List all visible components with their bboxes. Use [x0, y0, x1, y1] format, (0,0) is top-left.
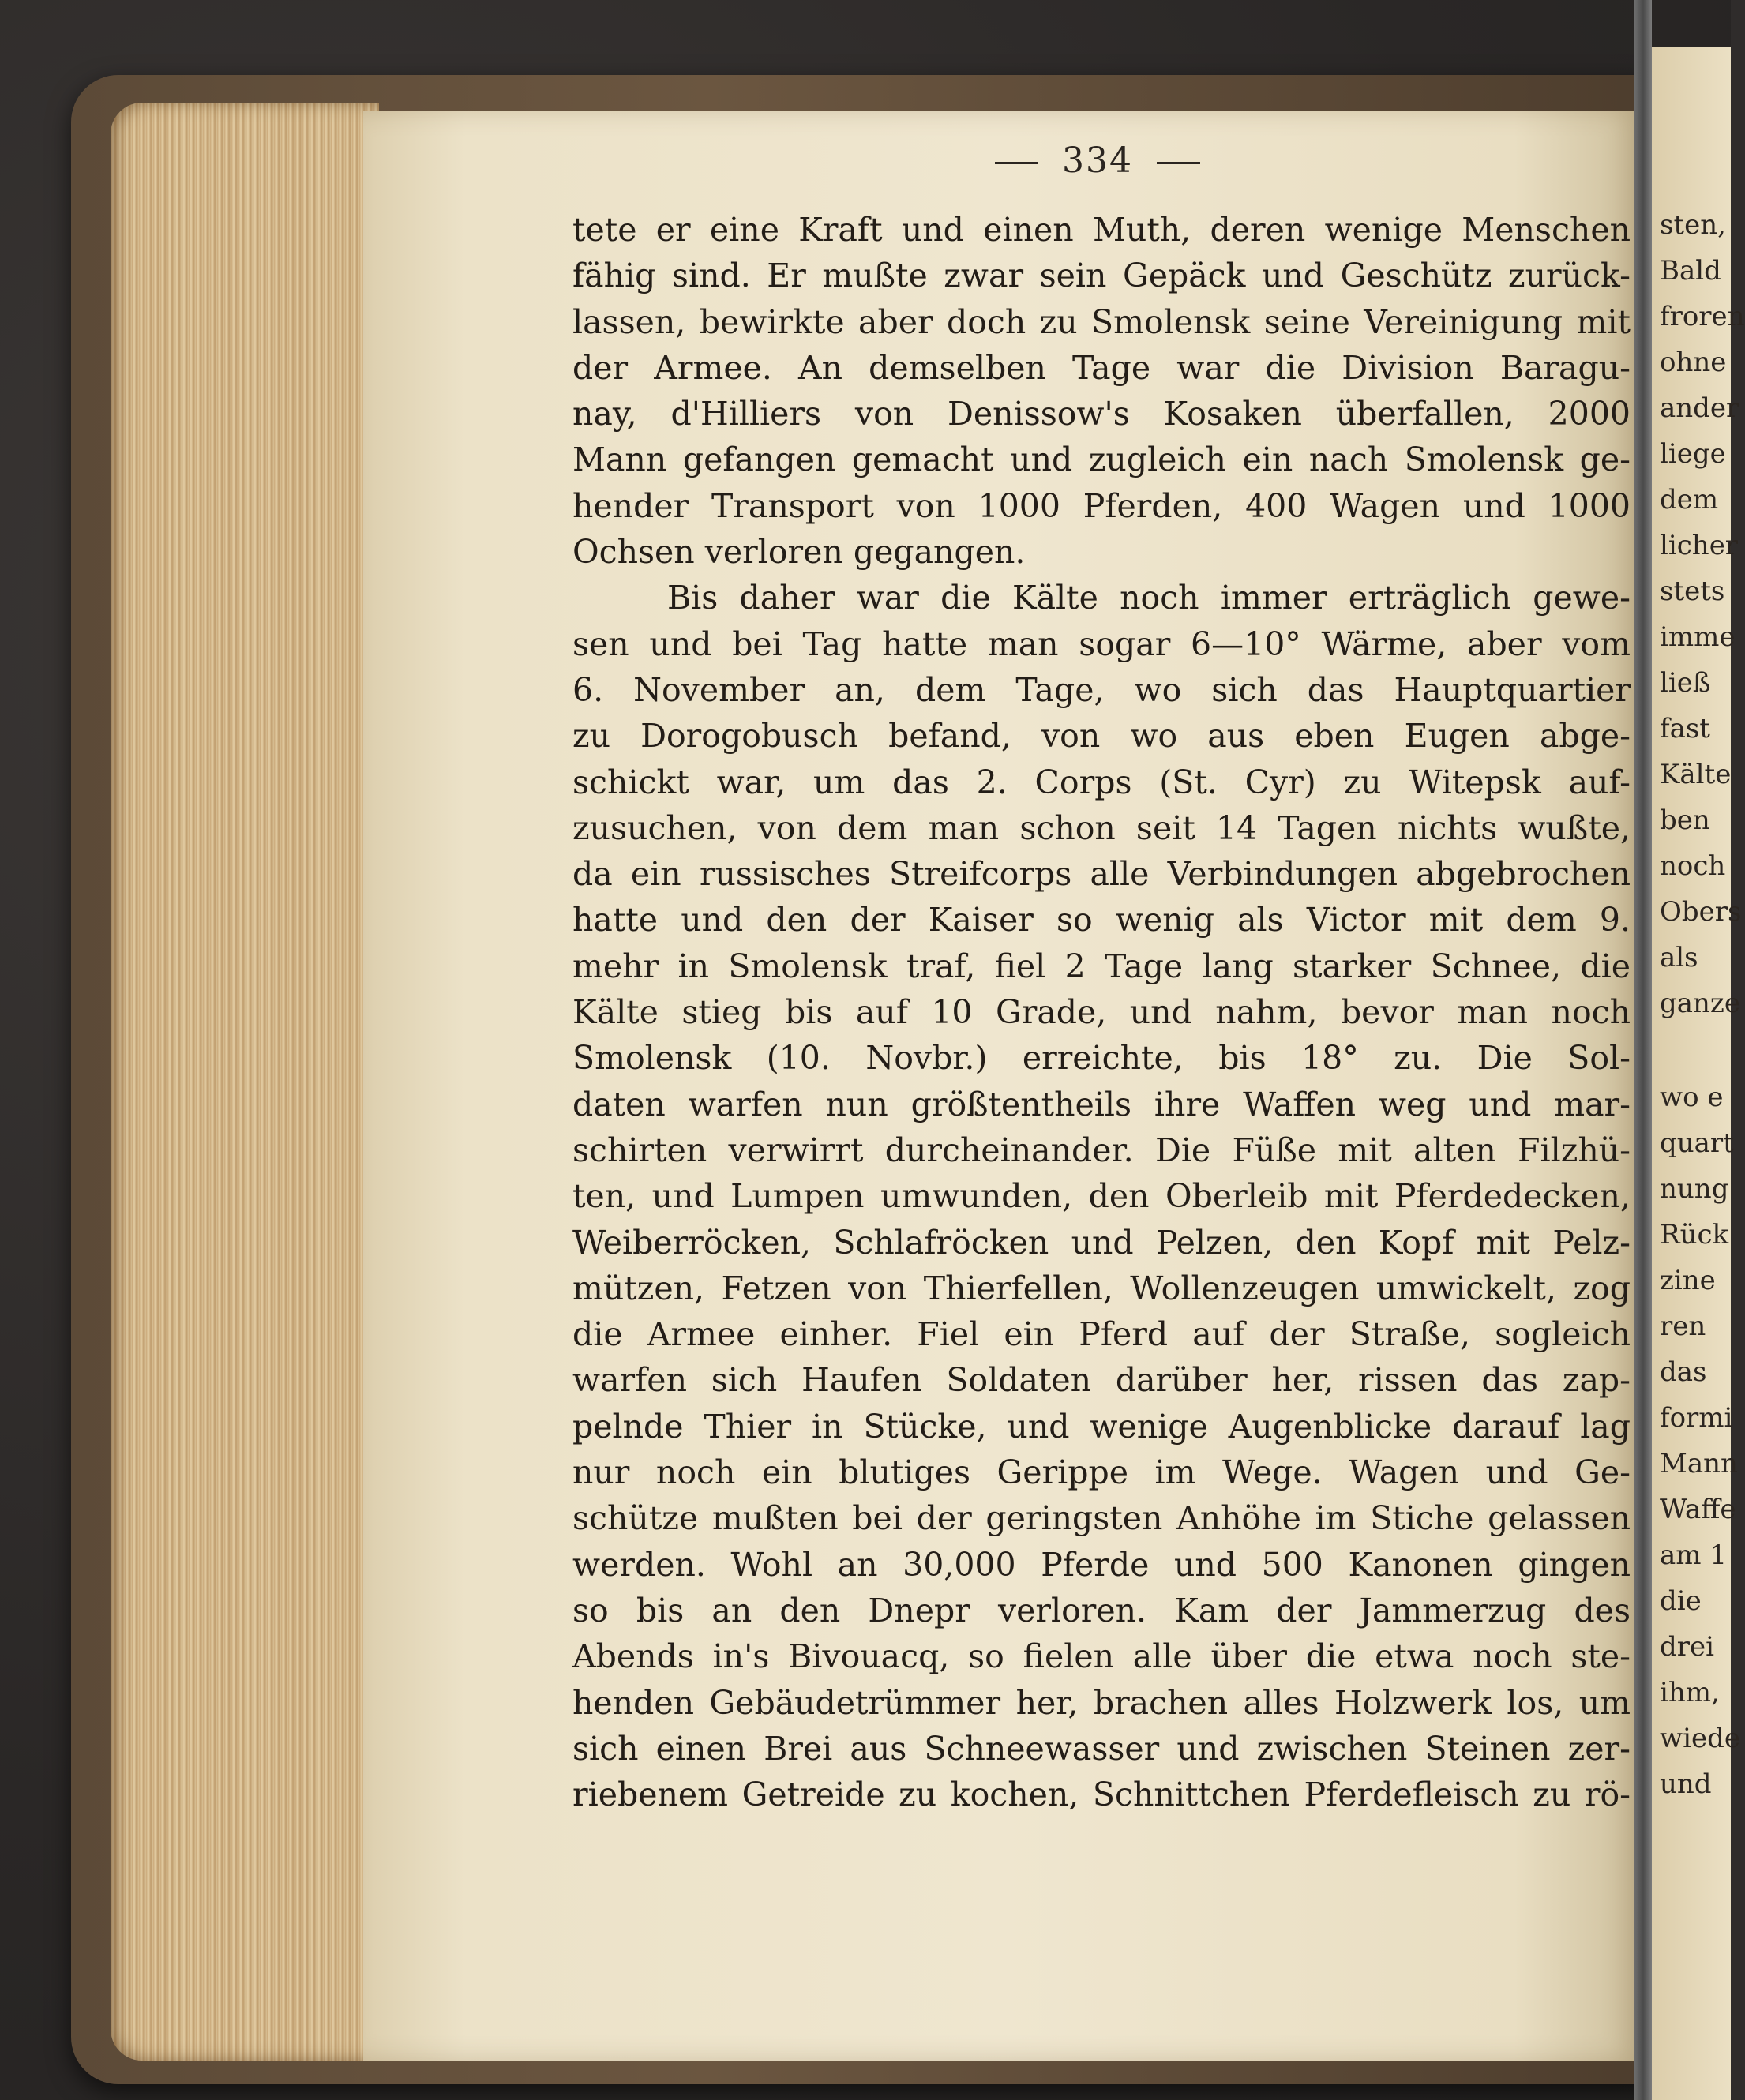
text-line: mehr in Smolensk traf, fiel 2 Tage lang starker Schnee, die: [572, 947, 1631, 985]
text-line: da ein russisches Streifcorps alle Verbindungen abgebrochen: [572, 855, 1631, 894]
right-page-fragment: ren: [1660, 1311, 1706, 1342]
right-page-fragment: noch: [1660, 850, 1726, 882]
right-page-fragment: licher: [1660, 530, 1739, 561]
text-line: henden Gebäudetrümmer her, brachen alles Holzwerk los, um: [572, 1683, 1631, 1722]
text-line: mützen, Fetzen von Thierfellen, Wollenzeugen umwickelt, zog: [572, 1269, 1631, 1307]
text-line: hender Transport von 1000 Pferden, 400 Wagen und 1000: [572, 486, 1631, 525]
right-page-fragment: Mann: [1660, 1448, 1738, 1479]
text-line: tete er eine Kraft und einen Muth, deren wenige Menschen: [572, 211, 1631, 249]
right-page-fragment: froren: [1660, 301, 1745, 332]
right-page-fragment: ganze: [1660, 988, 1740, 1019]
right-page-fragment: Bald: [1660, 255, 1721, 287]
text-line: nur noch ein blutiges Gerippe im Wege. Wagen und Ge-: [572, 1453, 1631, 1492]
text-line: Ochsen verloren gegangen.: [572, 533, 1026, 572]
right-page-edge: [1652, 47, 1745, 2100]
page-number-header: [971, 141, 1224, 181]
right-page-fragment: wo e: [1660, 1082, 1724, 1113]
right-page-fragment: nung: [1660, 1173, 1729, 1205]
text-line: Weiberröcken, Schlafröcken und Pelzen, den Kopf mit Pelz-: [572, 1223, 1631, 1262]
right-page-fragment: ander: [1660, 392, 1739, 424]
right-page-fragment: dem: [1660, 484, 1719, 516]
body-text: [572, 207, 1631, 1817]
text-line: 6. November an, dem Tage, wo sich das Hauptquartier: [572, 670, 1631, 709]
text-line: schirten verwirrt durcheinander. Die Füße mit alten Filzhü-: [572, 1131, 1631, 1169]
right-page-fragment: fast: [1660, 713, 1710, 744]
text-line: Smolensk (10. Novbr.) erreichte, bis 18° zu. Die Sol-: [572, 1039, 1631, 1078]
right-page-fragment: imme: [1660, 621, 1736, 653]
right-page-fragment: ließ: [1660, 667, 1711, 699]
text-line: hatte und den der Kaiser so wenig als Victor mit dem 9.: [572, 901, 1631, 939]
right-page-fragment: zine: [1660, 1265, 1716, 1296]
header-dash-right: [1157, 162, 1200, 164]
text-line: daten warfen nun größtentheils ihre Waffen weg und mar-: [572, 1085, 1631, 1123]
right-page-fragment: und: [1660, 1768, 1712, 1800]
text-line: schickt war, um das 2. Corps (St. Cyr) zu Witepsk auf-: [572, 763, 1631, 801]
right-page-fragment: ohne: [1660, 347, 1727, 378]
right-page-fragment: am 1: [1660, 1539, 1727, 1571]
right-page-fragment: wiede: [1660, 1723, 1740, 1754]
text-line: pelnde Thier in Stücke, und wenige Augenblicke darauf lag: [572, 1407, 1631, 1446]
right-page-fragment: Obers: [1660, 896, 1742, 928]
text-line: fähig sind. Er mußte zwar sein Gepäck und Geschütz zurück-: [572, 257, 1631, 295]
page-edges: [111, 103, 379, 2061]
text-line: sen und bei Tag hatte man sogar 6—10° Wärme, aber vom: [572, 624, 1631, 663]
header-dash-left: [995, 162, 1038, 164]
right-page-fragment: Rück: [1660, 1219, 1729, 1251]
text-line: der Armee. An demselben Tage war die Division Baragu-: [572, 348, 1631, 387]
right-page-fragment: stets: [1660, 576, 1725, 607]
text-line: ten, und Lumpen umwunden, den Oberleib mit Pferdedecken,: [572, 1177, 1631, 1216]
right-page-fragment: quart: [1660, 1127, 1734, 1159]
text-line: werden. Wohl an 30,000 Pferde und 500 Kanonen gingen: [572, 1545, 1631, 1584]
right-page-fragment: als: [1660, 942, 1698, 973]
right-page-fragment: Waffe: [1660, 1494, 1736, 1525]
book-gutter: [1634, 0, 1652, 2100]
text-line: Kälte stieg bis auf 10 Grade, und nahm, bevor man noch: [572, 993, 1631, 1032]
text-line: lassen, bewirkte aber doch zu Smolensk seine Vereinigung mit: [572, 302, 1631, 341]
text-line: zu Dorogobusch befand, von wo aus eben Eugen abge-: [572, 717, 1631, 756]
right-page-fragment: Kälte: [1660, 759, 1732, 790]
right-page-fragment: ben: [1660, 804, 1710, 836]
text-line: Abends in's Bivouacq, so fielen alle über die etwa noch ste-: [572, 1637, 1631, 1676]
right-page-fragment: formi: [1660, 1402, 1733, 1434]
right-page-fragment: die: [1660, 1585, 1702, 1617]
right-page-fragment: drei: [1660, 1631, 1715, 1663]
text-line: die Armee einher. Fiel ein Pferd auf der Straße, sogleich: [572, 1315, 1631, 1354]
text-line: sich einen Brei aus Schneewasser und zwischen Steinen zer-: [572, 1729, 1631, 1768]
text-line: Bis daher war die Kälte noch immer erträglich gewe-: [667, 579, 1631, 617]
text-line: zusuchen, von dem man schon seit 14 Tagen nichts wußte,: [572, 808, 1631, 847]
right-page-fragment: das: [1660, 1356, 1707, 1388]
text-line: Mann gefangen gemacht und zugleich ein nach Smolensk ge-: [572, 441, 1631, 479]
text-line: nay, d'Hilliers von Denissow's Kosaken überfallen, 2000: [572, 395, 1631, 433]
right-page-fragment: liege: [1660, 438, 1726, 470]
text-line: so bis an den Dnepr verloren. Kam der Jammerzug des: [572, 1591, 1631, 1629]
text-line: riebenem Getreide zu kochen, Schnittchen Pferdefleisch zu rö-: [572, 1776, 1631, 1814]
page-number: 334: [1062, 141, 1133, 181]
right-page-fragment: sten,: [1660, 209, 1726, 241]
text-line: warfen sich Haufen Soldaten darüber her, rissen das zap-: [572, 1361, 1631, 1400]
right-page-fragment: ihm,: [1660, 1677, 1720, 1708]
text-line: schütze mußten bei der geringsten Anhöhe im Stiche gelassen: [572, 1499, 1631, 1538]
